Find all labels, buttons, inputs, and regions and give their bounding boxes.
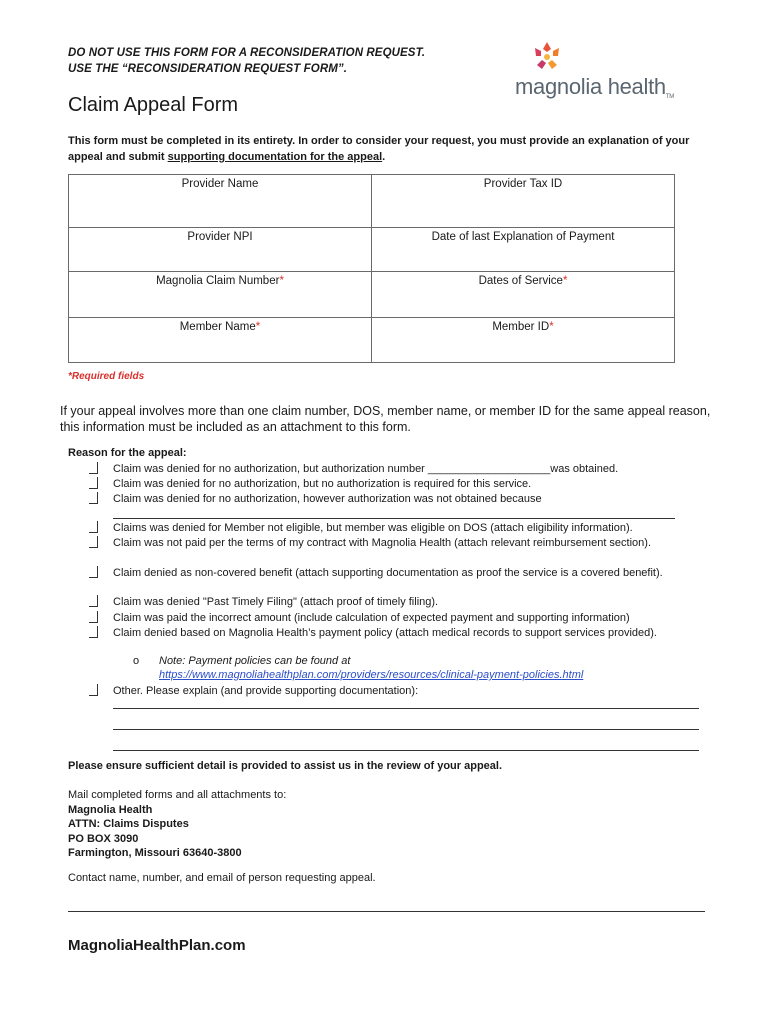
provider-tax-id-label: Provider Tax ID <box>483 178 563 190</box>
reason-item: Claim was not paid per the terms of my contract with Magnolia Health (attach relevant reimbursement section). <box>113 537 652 549</box>
reason-checkbox[interactable] <box>89 462 98 474</box>
member-id-field[interactable] <box>372 318 675 363</box>
reason-item: Claim was denied "Past Timely Filing" (attach proof of timely filing). <box>113 596 439 608</box>
claim-number-label: Magnolia Claim Number <box>156 275 280 287</box>
auth-explanation-line[interactable] <box>113 518 675 519</box>
mail-line-2: ATTN: Claims Disputes <box>68 818 189 830</box>
required-fields-note: *Required fields <box>68 371 145 382</box>
contact-prompt: Contact name, number, and email of person requesting appeal. <box>68 872 376 884</box>
payment-policy-note <box>159 654 583 682</box>
sub-bullet: o <box>133 655 140 667</box>
required-star: * <box>279 275 284 287</box>
magnolia-flower-icon <box>529 40 565 74</box>
reason-item: Claim was denied for no authorization, but no authorization is required for this service. <box>113 478 532 490</box>
required-star: * <box>562 275 568 287</box>
provider-name-label: Provider Name <box>181 178 259 190</box>
reason-item: Other. Please explain (and provide supporting documentation): <box>113 685 419 697</box>
mailing-address <box>68 788 286 861</box>
other-explanation-line[interactable] <box>113 708 699 709</box>
provider-name-field[interactable] <box>69 175 372 228</box>
contact-entry-line[interactable] <box>68 911 705 912</box>
logo-tm: TM <box>665 94 674 100</box>
intro-underlined-text: supporting documentation for the appeal <box>167 151 383 163</box>
reason-item: Claim denied as non-covered benefit (attach supporting documentation as proof the service is a covered benefit). <box>113 567 663 579</box>
reason-item: Claim was denied for no authorization, however authorization was not obtained because <box>113 493 542 505</box>
required-star: * <box>255 321 261 333</box>
other-explanation-line[interactable] <box>113 750 699 751</box>
ensure-detail-note: Please ensure sufficient detail is provided to assist us in the review of your appeal. <box>68 760 503 772</box>
reason-checkbox[interactable] <box>89 492 98 504</box>
dates-of-service-label: Dates of Service <box>478 275 563 287</box>
reason-item: Claims was denied for Member not eligible, but member was eligible on DOS (attach eligibility information). <box>113 522 633 534</box>
reason-checkbox[interactable] <box>89 595 98 607</box>
reason-checkbox[interactable] <box>89 521 98 533</box>
reason-checkbox[interactable] <box>89 611 98 623</box>
payment-policy-text: Note: Payment policies can be found at <box>159 655 351 667</box>
member-id-label: Member ID <box>492 321 550 333</box>
logo-wordmark-text: magnolia health <box>515 74 666 99</box>
mail-line-1: Magnolia Health <box>68 803 153 816</box>
mail-line-4: Farmington, Missouri 63640-3800 <box>68 847 242 859</box>
member-name-field[interactable] <box>69 318 372 363</box>
reason-item: Claim was denied for no authorization, but authorization number ____________________was obtained. <box>113 463 619 475</box>
reason-title: Reason for the appeal: <box>68 447 187 459</box>
reconsideration-warning <box>68 45 425 77</box>
reason-checkbox[interactable] <box>89 477 98 489</box>
member-name-label: Member Name <box>179 321 256 333</box>
reason-checkbox[interactable] <box>89 536 98 548</box>
logo-wordmark <box>515 74 674 100</box>
intro-text-end: . <box>382 151 386 163</box>
warning-line-1: DO NOT USE THIS FORM FOR A RECONSIDERATION REQUEST. <box>68 47 426 59</box>
other-explanation-line[interactable] <box>113 729 699 730</box>
intro-text: This form must be completed in its entirety. In order to consider your request, you must provide an explanation of your appeal and submit <box>68 135 690 163</box>
magnolia-health-logo <box>515 40 685 102</box>
reason-checkbox[interactable] <box>89 566 98 578</box>
required-star: * <box>549 321 554 333</box>
reason-item: Claim was paid the incorrect amount (include calculation of expected payment and supporting information) <box>113 612 630 624</box>
provider-npi-field[interactable] <box>69 228 372 272</box>
payment-policy-link[interactable]: https://www.magnoliahealthplan.com/providers/resources/clinical-payment-policies.html <box>159 669 584 681</box>
claim-number-field[interactable] <box>69 272 372 318</box>
footer-website: MagnoliaHealthPlan.com <box>68 937 246 954</box>
reason-item: Claim denied based on Magnolia Health’s payment policy (attach medical records to support services provided). <box>113 627 657 639</box>
mail-intro: Mail completed forms and all attachments to: <box>68 789 287 801</box>
intro-instructions <box>68 133 708 165</box>
last-eop-date-label: Date of last Explanation of Payment <box>431 231 615 243</box>
last-eop-date-field[interactable] <box>372 228 675 272</box>
provider-npi-label: Provider NPI <box>187 231 253 243</box>
reason-checkbox[interactable] <box>89 684 98 696</box>
provider-tax-id-field[interactable] <box>372 175 675 228</box>
mail-line-3: PO BOX 3090 <box>68 832 139 845</box>
multi-claim-note: If your appeal involves more than one claim number, DOS, member name, or member ID for the same appeal reason, this information must be included as an attachment to this form. <box>60 404 711 434</box>
reason-checkbox[interactable] <box>89 626 98 638</box>
dates-of-service-field[interactable] <box>372 272 675 318</box>
provider-info-table <box>68 174 675 363</box>
warning-line-2: USE THE “RECONSIDERATION REQUEST FORM”. <box>68 63 348 75</box>
page-title: Claim Appeal Form <box>68 94 239 116</box>
